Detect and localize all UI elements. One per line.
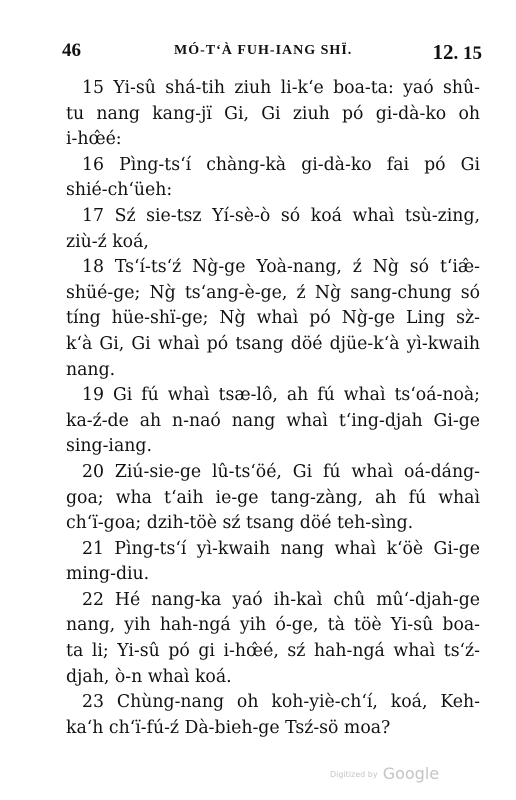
text-line: ka-ź-de ah n-naó nang whaì t‘ing-djah Gi-ge (66, 410, 480, 431)
text-line: 16 Pìng-ts‘í chàng-kà gi-dà-ko fai pó Gi (82, 154, 480, 175)
text-line: nang, yih hah-ngá yih ó-ge, tà töè Yi-sû boa- (66, 615, 480, 636)
text-line: ta li; Yi-sû pó gi i-hœ̂é, sź hah-ngá whaì ts‘ź- (66, 641, 480, 662)
text-line: goa; wha t‘aih ie-ge tang-zàng, ah fú whaì (66, 487, 480, 508)
text-line: ch‘ï-goa; dzih-töè sź tsang döé teh-sìng. (66, 513, 414, 534)
text-line: 15 Yi-sû shá-tih ziuh li-k‘e boa-ta: yaó shû- (82, 78, 480, 98)
chapter-verse-reference (433, 40, 483, 65)
digitization-watermark (330, 764, 439, 783)
digitized-by-label: Digitized by (330, 770, 378, 779)
text-line: 17 Sź sie-tsz Yí-sè-ò só koá whaì tsù-zing, (82, 205, 480, 226)
text-line: 19 Gi fú whaì tsæ-lô, ah fú whaì ts‘oá-noà; (82, 385, 480, 406)
text-line: i-hœ̂é: (66, 129, 122, 150)
text-line: sing-iang. (66, 436, 152, 457)
text-line: ziù-ź koá, (66, 231, 149, 252)
running-title: MÓ-T‘À FUH-IANG SHÏ. (174, 43, 353, 58)
text-line: ka‘h ch‘ï-fú-ź Dà-bieh-ge Tsź-sö moa? (66, 717, 391, 738)
text-line: 23 Chùng-nang oh koh-yiè-ch‘í, koá, Keh- (82, 692, 480, 713)
text-line: 22 Hé nang-ka yaó ih-kaì chû mû‘-djah-ge (82, 589, 480, 610)
text-line: shié-ch‘üeh: (66, 180, 173, 201)
scripture-text (66, 76, 480, 741)
verse-number: . 15 (453, 43, 482, 64)
page-number: 46 (62, 40, 81, 61)
text-line: djah, ò-n whaì koá. (66, 666, 232, 687)
text-line: shüé-ge; Ng̀ ts‘ang-è-ge, ź Ng̀ sang-chung só (66, 282, 480, 303)
google-logo: Google (382, 764, 440, 783)
text-line: ming-diu. (66, 564, 150, 585)
text-line: tu nang kang-jï Gi, Gi ziuh pó gi-dà-ko oh (66, 103, 480, 124)
text-line: k‘à Gi, Gi whaì pó tsang döé djüe-k‘à yì-kwaih (66, 333, 480, 354)
text-line: 18 Ts‘í-ts‘ź Ng̀-ge Yoà-nang, ź Ng̀ só t‘iæ̂- (82, 257, 480, 278)
running-header (62, 40, 482, 64)
text-line: 20 Ziú-sie-ge lû-ts‘öé, Gi fú whaì oá-dáng- (82, 461, 480, 482)
text-line: 21 Pìng-ts‘í yì-kwaih nang whaì k‘öè Gi-ge (82, 538, 480, 559)
chapter-number: 12 (432, 40, 454, 64)
text-line: nang. (66, 359, 116, 380)
text-line: tíng hüe-shï-ge; Ng̀ whaì pó Ng̀-ge Ling sz̀- (66, 308, 480, 329)
